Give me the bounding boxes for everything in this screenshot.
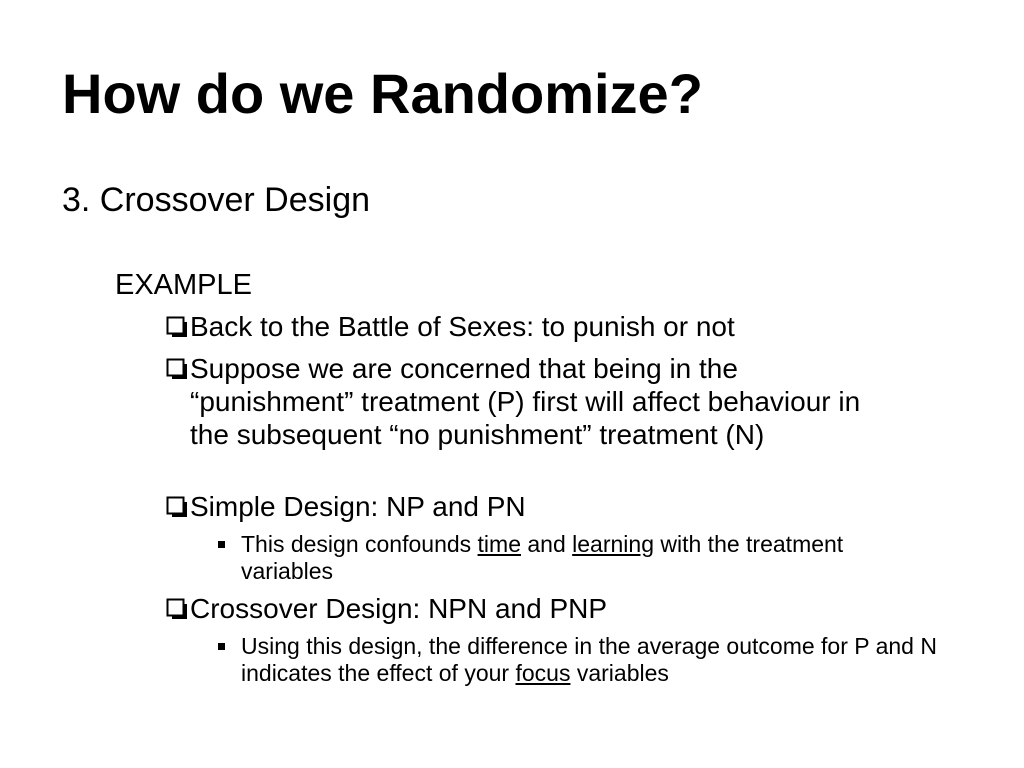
underlined-time: time xyxy=(477,531,521,557)
slide-title: How do we Randomize? xyxy=(62,62,703,125)
section-heading: 3. Crossover Design xyxy=(62,181,371,219)
checkbox-square-icon xyxy=(166,316,189,339)
bullet-crossover-design xyxy=(166,592,966,625)
underlined-learning: learning xyxy=(572,531,654,557)
checkbox-square-icon xyxy=(166,496,189,519)
bullet-text: Suppose we are concerned that being in the “punishment” treatment (P) first will affect behaviour in the subsequent “no punishment” treatment (N) xyxy=(190,353,861,450)
sub-bullet-confounds xyxy=(216,531,876,585)
sub-bullet-text: This design confounds time and learning with the treatment variables xyxy=(241,531,844,584)
underlined-focus: focus xyxy=(515,660,571,686)
filled-square-icon xyxy=(218,643,225,650)
bullet-text: Back to the Battle of Sexes: to punish or not xyxy=(190,311,735,342)
bullet-text: Simple Design: NP and PN xyxy=(190,491,526,522)
sub-bullet-average-outcome xyxy=(216,633,976,687)
filled-square-icon xyxy=(218,541,225,548)
example-label: EXAMPLE xyxy=(115,269,252,301)
bullet-simple-design xyxy=(166,490,966,523)
sub-bullet-text: Using this design, the difference in the average outcome for P and N indicates the effect of your focus variables xyxy=(241,633,937,686)
checkbox-square-icon xyxy=(166,598,189,621)
bullet-battle-of-sexes xyxy=(166,310,966,343)
bullet-text: Crossover Design: NPN and PNP xyxy=(190,593,608,624)
bullet-concern xyxy=(166,352,866,451)
checkbox-square-icon xyxy=(166,358,189,381)
